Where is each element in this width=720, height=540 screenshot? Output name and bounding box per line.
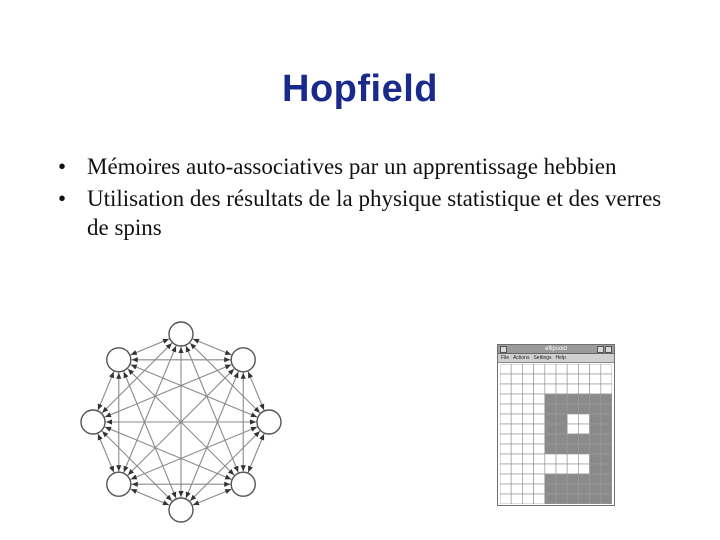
grid-cell-filled [567,434,578,444]
grid-cell-filled [590,484,601,494]
grid-cell [534,394,545,404]
grid-cell-filled [590,414,601,424]
grid-cell-filled [567,404,578,414]
grid-cell-filled [567,484,578,494]
bullet-item [58,152,678,181]
arrow-head [250,419,256,424]
grid-cell [500,474,511,484]
minimize-button[interactable] [597,346,604,353]
grid-cell-filled [567,394,578,404]
menu-actions[interactable]: Actions [513,355,530,361]
grid-cell [601,384,612,394]
grid-cell [534,434,545,444]
grid-cell [500,394,511,404]
network-node [107,472,131,496]
grid-cell [534,474,545,484]
grid-cell [500,434,511,444]
grid-cell [567,364,578,374]
grid-cell [511,444,522,454]
network-node [169,498,193,522]
grid-cell [545,384,556,394]
grid-cell [534,494,545,504]
grid-cell [500,414,511,424]
arrow-head [241,465,246,471]
grid-cell [556,364,567,374]
grid-cell [522,494,533,504]
network-node [257,410,281,434]
network-node [107,348,131,372]
grid-cell-filled [601,394,612,404]
grid-cell [511,474,522,484]
grid-cell-filled [590,464,601,474]
grid-cell [578,374,589,384]
grid-cell [534,414,545,424]
grid-cell [545,464,556,474]
grid-cell [522,434,533,444]
grid-cell [511,494,522,504]
grid-cell [556,384,567,394]
grid-cell [522,464,533,474]
grid-cell [545,454,556,464]
grid-cell [522,484,533,494]
grid-cell [534,484,545,494]
grid-cell-filled [590,474,601,484]
grid-cell [590,364,601,374]
grid-cell [500,494,511,504]
grid-cell-filled [556,414,567,424]
hopfield-network-diagram [78,308,288,536]
grid-cell-filled [556,474,567,484]
grid-cell [567,424,578,434]
grid-cell [534,384,545,394]
arrow-head [224,357,230,362]
grid-cell [534,464,545,474]
grid-cell-filled [601,474,612,484]
grid-cell-filled [590,404,601,414]
grid-cell-filled [545,434,556,444]
grid-cell-filled [601,434,612,444]
grid-cell [590,384,601,394]
grid-cell [500,444,511,454]
grid-cell [534,404,545,414]
grid-cell [567,464,578,474]
grid-cell [500,454,511,464]
grid-cell-filled [601,494,612,504]
arrow-head [106,419,112,424]
grid-cell [522,374,533,384]
grid-cell-filled [545,444,556,454]
grid-cell-filled [545,494,556,504]
grid-cell [578,424,589,434]
grid-cell [567,454,578,464]
grid-cell [567,384,578,394]
grid-cell [500,464,511,474]
bullet-list [58,152,678,245]
grid-cell [578,464,589,474]
grid-cell [511,464,522,474]
network-node [81,410,105,434]
grid-cell-filled [578,404,589,414]
grid-cell-filled [590,434,601,444]
bullet-symbol: • [58,186,67,211]
grid-cell-filled [556,484,567,494]
grid-cell-filled [556,434,567,444]
window-titlebar [498,345,614,354]
grid-cell-filled [545,394,556,404]
grid-cell-filled [590,454,601,464]
grid-cell-filled [601,454,612,464]
grid-cell [511,394,522,404]
grid-cell [534,424,545,434]
grid-cell [500,404,511,414]
grid-cell-filled [578,444,589,454]
grid-cell [556,374,567,384]
slide-title: Hopfield [282,68,438,110]
grid-cell-filled [601,404,612,414]
grid-cell [522,364,533,374]
grid-cell [522,424,533,434]
grid-cell [522,394,533,404]
arrow-head [241,373,246,379]
grid-cell [556,454,567,464]
grid-cell-filled [545,424,556,434]
grid-cell [522,384,533,394]
grid-cell [522,404,533,414]
grid-cell-filled [590,494,601,504]
window-title: ellipsoid [545,346,567,352]
grid-cell [601,364,612,374]
grid-cell-filled [578,494,589,504]
grid-cell-filled [601,424,612,434]
grid-cell [511,404,522,414]
grid-cell [534,374,545,384]
network-node [231,348,255,372]
bullet-text: Mémoires auto-associatives par un apprentissage hebbien [87,154,617,179]
grid-cell [578,454,589,464]
grid-cell [511,384,522,394]
grid-cell-filled [590,424,601,434]
arrow-head [132,357,138,362]
grid-cell-filled [578,474,589,484]
arrow-head [116,465,121,471]
window-menubar [498,354,614,363]
grid-cell-filled [578,434,589,444]
grid-cell [545,374,556,384]
grid-cell [601,374,612,384]
grid-cell [578,384,589,394]
grid-cell-filled [567,474,578,484]
grid-cell [500,364,511,374]
grid-cell [511,434,522,444]
grid-cell-filled [545,474,556,484]
grid-cell-filled [601,414,612,424]
grid-cell-filled [590,444,601,454]
grid-cell [522,454,533,464]
network-node [169,322,193,346]
grid-cell [534,364,545,374]
arrow-head [178,491,183,497]
grid-cell [500,484,511,494]
pattern-grid [500,364,612,504]
grid-cell [545,364,556,374]
menu-help[interactable]: Help [555,355,566,361]
arrow-head [132,482,138,487]
arrow-head [116,373,121,379]
grid-cell-filled [545,484,556,494]
pattern-window [497,344,615,506]
grid-cell-filled [556,394,567,404]
grid-cell [522,444,533,454]
grid-cell-filled [545,404,556,414]
grid-cell [511,454,522,464]
grid-cell [578,364,589,374]
grid-cell [511,374,522,384]
grid-cell [567,374,578,384]
grid-cell-filled [545,414,556,424]
grid-cell [522,474,533,484]
grid-cell [500,424,511,434]
grid-cell [511,484,522,494]
grid-cell-filled [601,484,612,494]
menu-file[interactable]: File [501,355,510,361]
arrow-head [224,482,230,487]
grid-cell [522,414,533,424]
grid-cell-filled [556,494,567,504]
grid-cell [578,414,589,424]
bullet-item [58,184,678,242]
grid-cell-filled [590,394,601,404]
grid-cell [556,464,567,474]
grid-cell-filled [556,424,567,434]
grid-cell-filled [567,444,578,454]
grid-cell [500,384,511,394]
bullet-text: Utilisation des résultats de la physique statistique et des verres de spins [87,186,662,240]
grid-cell-filled [578,394,589,404]
grid-cell [500,374,511,384]
grid-cell [590,374,601,384]
network-node [231,472,255,496]
grid-cell-filled [556,444,567,454]
maximize-button[interactable] [605,346,612,353]
grid-cell-filled [601,444,612,454]
grid-cell [534,444,545,454]
grid-cell [511,414,522,424]
grid-cell-filled [556,404,567,414]
arrow-head [178,347,183,353]
grid-cell [511,424,522,434]
grid-cell-filled [578,484,589,494]
grid-cell [567,414,578,424]
menu-settings[interactable]: Settings [533,355,552,361]
grid-cell [534,454,545,464]
grid-cell-filled [567,494,578,504]
grid-cell-filled [601,464,612,474]
bullet-symbol: • [58,154,67,179]
grid-cell [511,364,522,374]
